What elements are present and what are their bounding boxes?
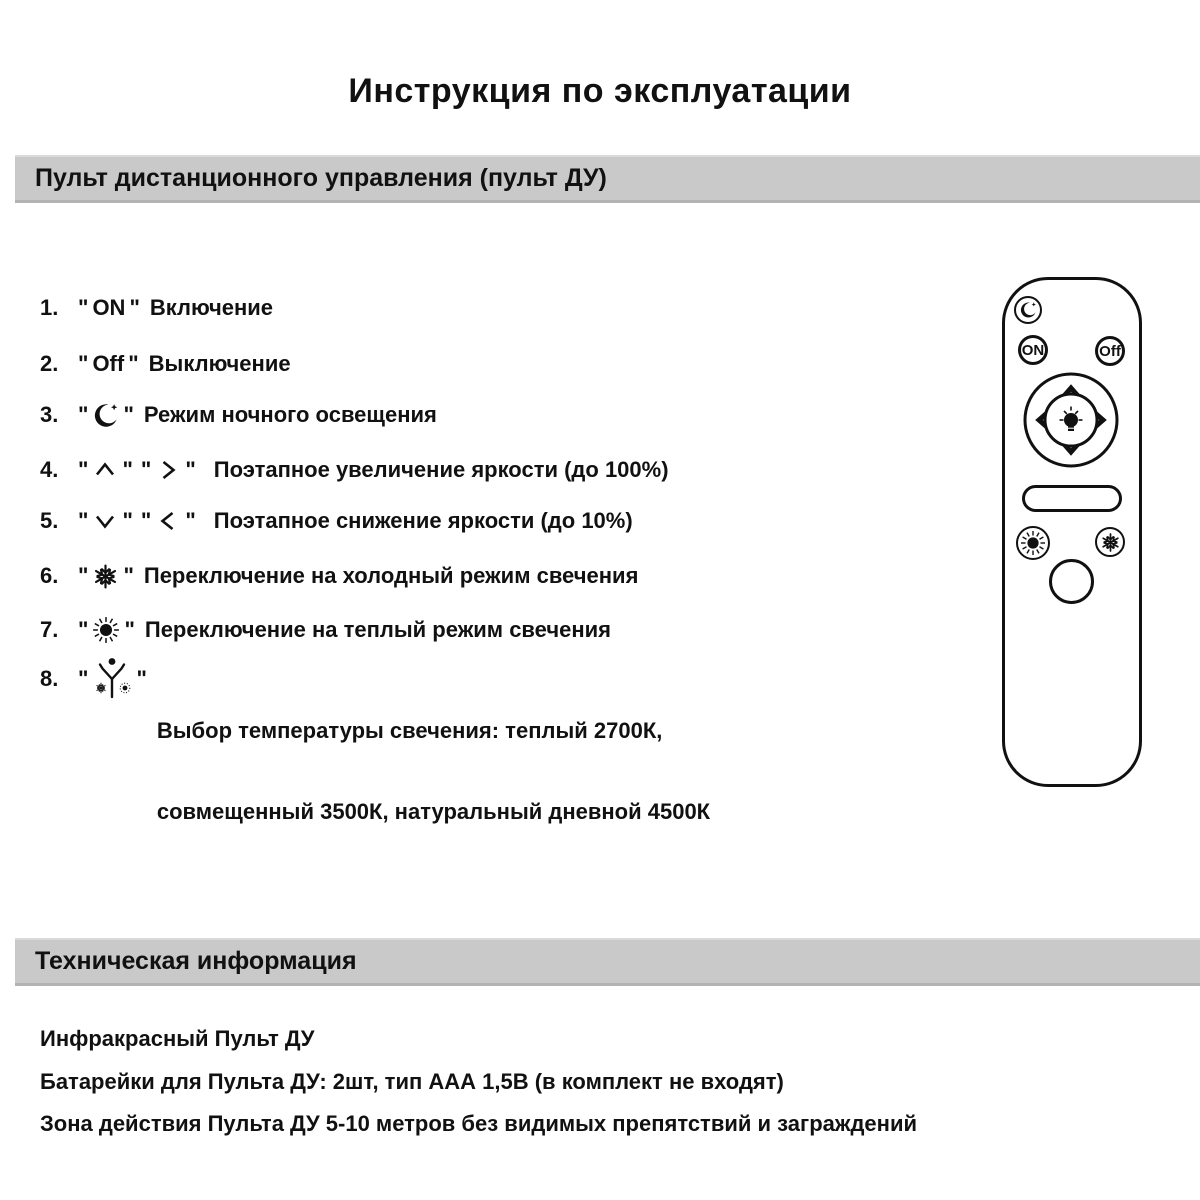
on-button [1018, 335, 1048, 365]
section-header-remote [15, 155, 1200, 203]
snowflake-icon [92, 563, 119, 590]
crescent-moon-icon [1019, 301, 1037, 319]
chevron-left-icon [155, 508, 181, 534]
list-item-cold-mode: 6. " " Переключение на холодный режим свечения [40, 563, 639, 588]
off-button-label: Off [1099, 342, 1121, 360]
chevron-right-icon [155, 457, 181, 483]
list-item-warm-mode: 7. " " Переключение на теплый режим свечения [40, 617, 612, 642]
page-title: Инструкция по эксплуатации [348, 72, 852, 110]
round-button [1049, 559, 1094, 604]
list-item-on: 1. " ON " Включение [40, 295, 274, 320]
on-key-label: ON [92, 295, 126, 320]
sun-icon [92, 616, 120, 644]
cold-mode-button [1095, 527, 1125, 557]
off-key-label: Off [92, 351, 125, 376]
list-item-off: 2. " Off " Выключение [40, 351, 291, 376]
chevron-up-icon [92, 457, 118, 483]
section-header-tech [15, 938, 1200, 986]
list-item-brightness-down: 5. " " " " Поэтапное снижение яркости (до 10%) [40, 508, 633, 533]
on-button-label: ON [1021, 341, 1045, 359]
section-header-remote-label: Пульт дистанционного управления (пульт ДУ) [35, 164, 607, 192]
off-button [1095, 336, 1125, 366]
list-item-temperature-select: 8. " " Выбор температуры свечения: теплый 2700К, совмещенный 3500К, натуральный дневной 4500К [40, 664, 710, 878]
pill-button [1022, 485, 1122, 512]
warm-mode-button [1016, 526, 1050, 560]
color-temperature-select-icon [92, 657, 132, 701]
list-item-night-mode: 3. " " Режим ночного освещения [40, 402, 437, 427]
chevron-down-icon [92, 508, 118, 534]
snowflake-icon [1100, 532, 1121, 553]
list-item-brightness-up: 4. " " " " Поэтапное увеличение яркости (до 100%) [40, 457, 669, 482]
remote-control-illustration [1002, 277, 1142, 787]
sun-icon [1020, 530, 1046, 556]
night-mode-button [1014, 296, 1042, 324]
tech-info-line: Инфракрасный Пульт ДУ [40, 1026, 315, 1051]
section-header-tech-label: Техническая информация [35, 947, 357, 975]
dpad [1023, 372, 1119, 468]
tech-info-line: Зона действия Пульта ДУ 5-10 метров без видимых препятствий и заграждений [40, 1111, 918, 1136]
tech-info-line: Батарейки для Пульта ДУ: 2шт, тип ААА 1,5В (в комплект не входят) [40, 1069, 784, 1094]
crescent-moon-icon [92, 402, 119, 429]
